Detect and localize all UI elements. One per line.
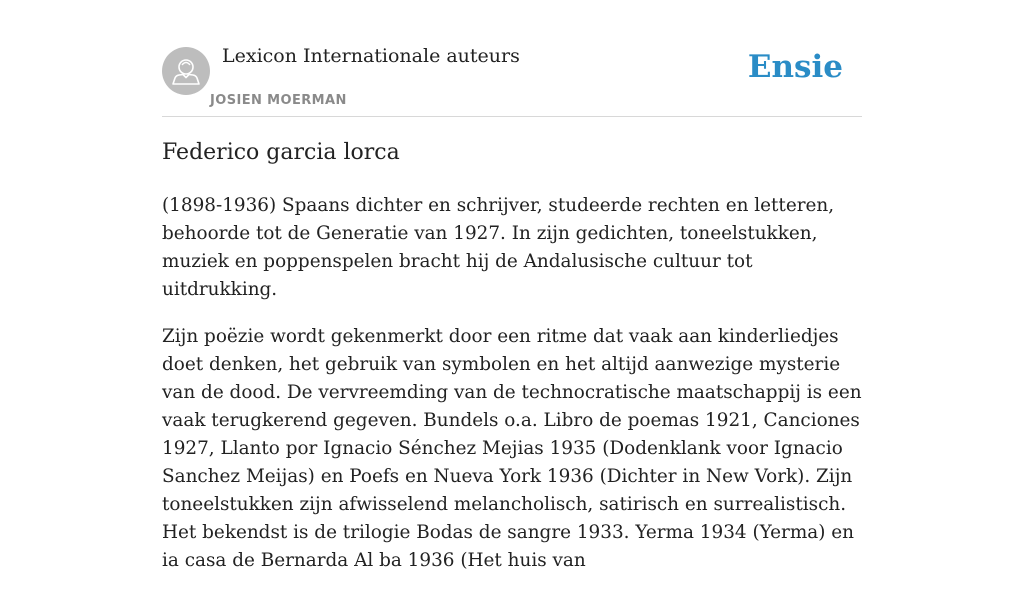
article-header — [162, 40, 862, 117]
brand-logo[interactable]: Ensie — [747, 49, 843, 85]
article-paragraph: Zijn poëzie wordt gekenmerkt door een ritme dat vaak aan kinderliedjes doet denken, het gebruik van symbolen en het altijd aanwezige mysterie van de dood. De vervreemding van de technocratische maatschappij is een vaak terugkerend gegeven. Bundels o.a. Libro de poemas 1921, Canciones 1927, Llanto por Ignacio Sénchez Mejias 1935 (Dodenklank voor Ignacio Sanchez Meijas) en Poefs en Nueva York 1936 (Dichter in New Vork). Zijn toneelstukken zijn afwisselend melancholisch, satirisch en surrealistisch. Het bekendst is de trilogie Bodas de sangre 1933. Yerma 1934 (Yerma) en ia casa de Bernarda Al ba 1936 (Het huis van — [162, 326, 862, 571]
author-name-link[interactable]: JOSIEN MOERMAN — [210, 93, 347, 108]
collection-title-link[interactable]: Lexicon Internationale auteurs — [222, 45, 520, 67]
author-avatar[interactable] — [162, 47, 210, 95]
article-body — [162, 192, 868, 594]
article-paragraph: (1898-1936) Spaans dichter en schrijver, studeerde rechten en letteren, behoorde tot de Generatie van 1927. In zijn gedichten, toneelstukken, muziek en poppenspelen bracht hij de Andalusische cultuur tot uitdrukking. — [162, 195, 835, 300]
user-placeholder-icon — [162, 47, 210, 95]
article-title: Federico garcia lorca — [162, 140, 400, 165]
